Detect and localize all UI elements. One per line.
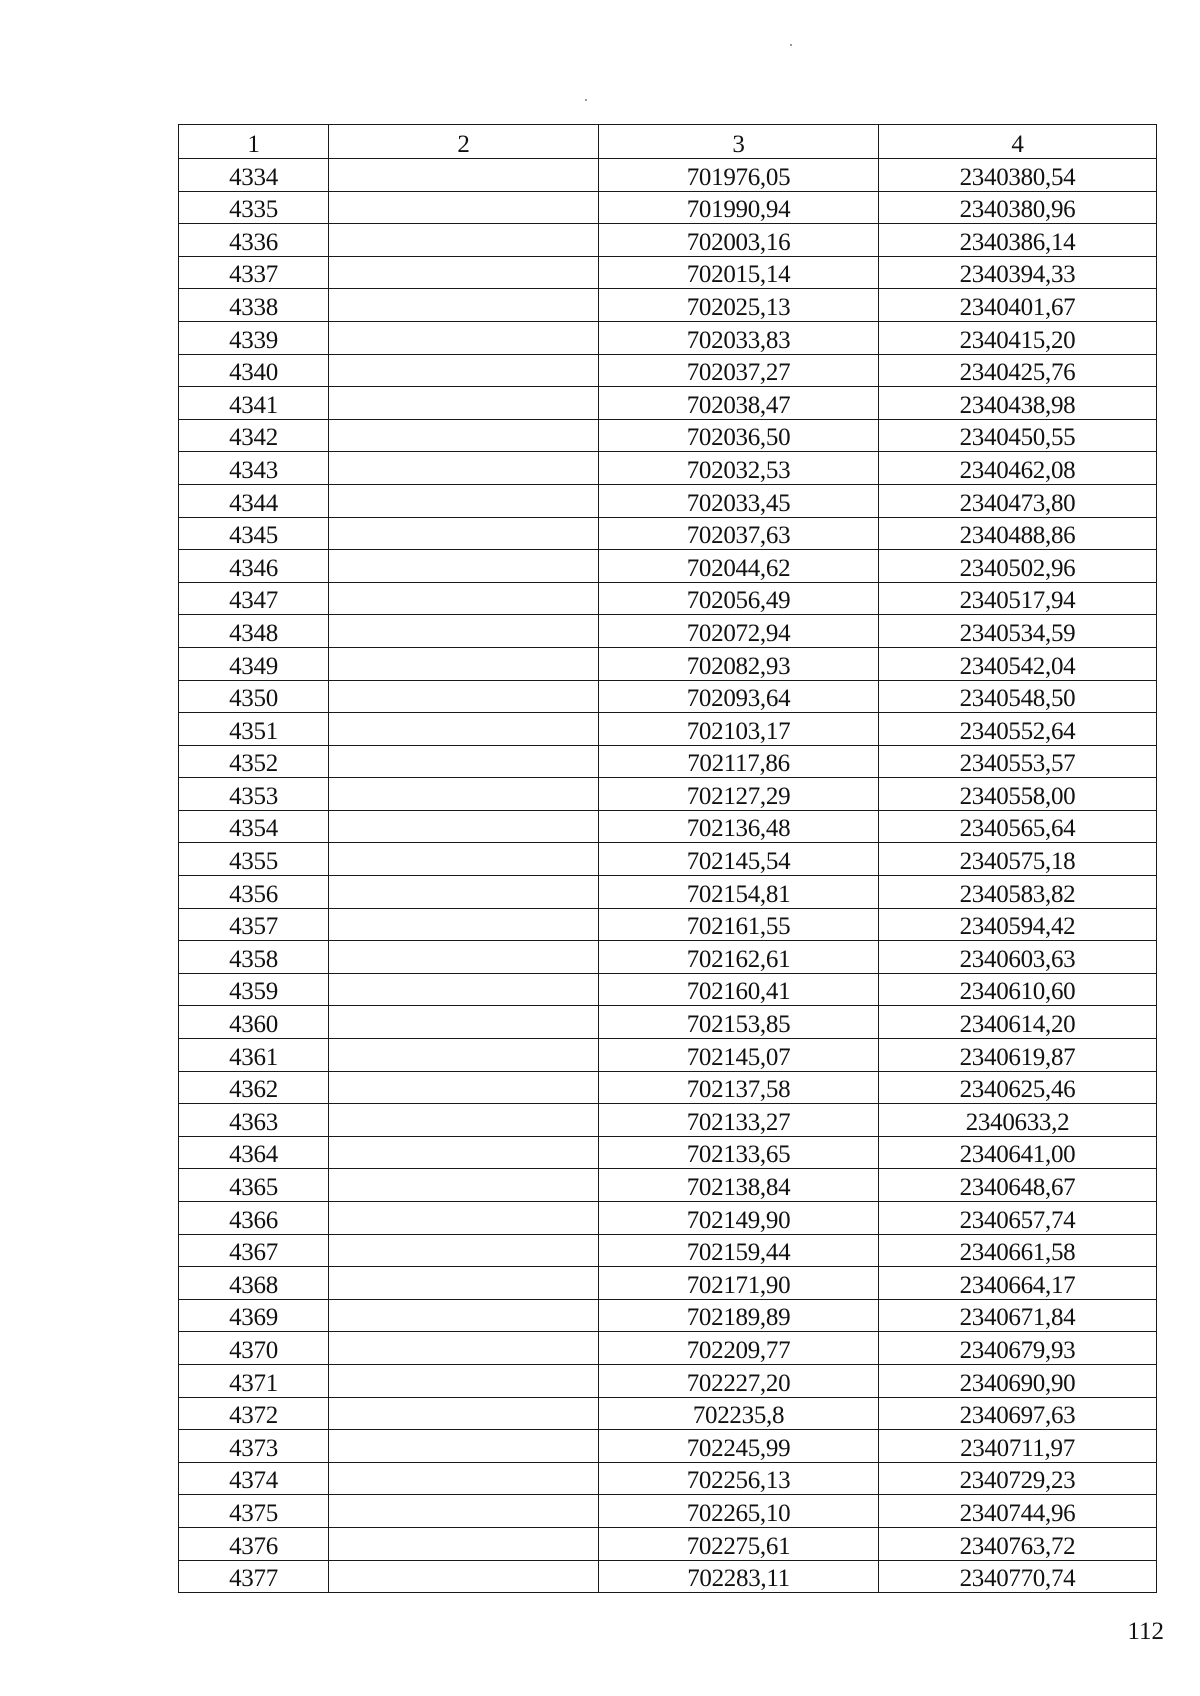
table-row <box>179 321 1157 354</box>
table-row <box>179 289 1157 322</box>
table-row <box>179 256 1157 289</box>
y-coordinate-cell: 2340450,55 <box>879 419 1157 452</box>
x-coordinate-cell: 702044,62 <box>599 550 879 583</box>
point-number-cell: 4350 <box>179 680 329 713</box>
y-coordinate-cell: 2340401,67 <box>879 289 1157 322</box>
y-coordinate-cell: 2340548,50 <box>879 680 1157 713</box>
point-number-cell: 4367 <box>179 1234 329 1267</box>
description-cell <box>329 941 599 974</box>
table-row <box>179 191 1157 224</box>
scan-speck <box>790 44 792 46</box>
description-cell <box>329 1169 599 1202</box>
description-cell <box>329 1104 599 1137</box>
point-number-cell: 4348 <box>179 615 329 648</box>
x-coordinate-cell: 702003,16 <box>599 224 879 257</box>
table-row <box>179 647 1157 680</box>
description-cell <box>329 1006 599 1039</box>
table-row <box>179 1397 1157 1430</box>
description-cell <box>329 876 599 909</box>
x-coordinate-cell: 702025,13 <box>599 289 879 322</box>
description-cell <box>329 1527 599 1560</box>
table-row <box>179 615 1157 648</box>
y-coordinate-cell: 2340744,96 <box>879 1495 1157 1528</box>
table-row <box>179 843 1157 876</box>
point-number-cell: 4344 <box>179 484 329 517</box>
point-number-cell: 4343 <box>179 452 329 485</box>
page-number: 112 <box>1127 1618 1164 1645</box>
table-row <box>179 1071 1157 1104</box>
description-cell <box>329 1136 599 1169</box>
description-cell <box>329 354 599 387</box>
point-number-cell: 4337 <box>179 256 329 289</box>
y-coordinate-cell: 2340610,60 <box>879 973 1157 1006</box>
description-cell <box>329 908 599 941</box>
x-coordinate-cell: 702117,86 <box>599 745 879 778</box>
y-coordinate-cell: 2340380,96 <box>879 191 1157 224</box>
x-coordinate-cell: 701976,05 <box>599 159 879 192</box>
table-row <box>179 745 1157 778</box>
x-coordinate-cell: 702037,63 <box>599 517 879 550</box>
point-number-cell: 4352 <box>179 745 329 778</box>
point-number-cell: 4377 <box>179 1560 329 1593</box>
description-cell <box>329 321 599 354</box>
point-number-cell: 4375 <box>179 1495 329 1528</box>
table-row <box>179 876 1157 909</box>
table-row <box>179 713 1157 746</box>
y-coordinate-cell: 2340553,57 <box>879 745 1157 778</box>
y-coordinate-cell: 2340625,46 <box>879 1071 1157 1104</box>
table-row <box>179 1560 1157 1593</box>
y-coordinate-cell: 2340488,86 <box>879 517 1157 550</box>
x-coordinate-cell: 702127,29 <box>599 778 879 811</box>
x-coordinate-cell: 702160,41 <box>599 973 879 1006</box>
y-coordinate-cell: 2340558,00 <box>879 778 1157 811</box>
point-number-cell: 4362 <box>179 1071 329 1104</box>
y-coordinate-cell: 2340603,63 <box>879 941 1157 974</box>
point-number-cell: 4353 <box>179 778 329 811</box>
x-coordinate-cell: 702161,55 <box>599 908 879 941</box>
y-coordinate-cell: 2340697,63 <box>879 1397 1157 1430</box>
description-cell <box>329 778 599 811</box>
table-row <box>179 1299 1157 1332</box>
table-header <box>179 125 1157 159</box>
point-number-cell: 4370 <box>179 1332 329 1365</box>
point-number-cell: 4341 <box>179 387 329 420</box>
point-number-cell: 4356 <box>179 876 329 909</box>
point-number-cell: 4363 <box>179 1104 329 1137</box>
table-row <box>179 1006 1157 1039</box>
x-coordinate-cell: 702145,54 <box>599 843 879 876</box>
table-row <box>179 484 1157 517</box>
description-cell <box>329 224 599 257</box>
description-cell <box>329 289 599 322</box>
point-number-cell: 4376 <box>179 1527 329 1560</box>
description-cell <box>329 419 599 452</box>
scan-speck <box>585 99 587 101</box>
x-coordinate-cell: 702256,13 <box>599 1462 879 1495</box>
description-cell <box>329 1397 599 1430</box>
y-coordinate-cell: 2340614,20 <box>879 1006 1157 1039</box>
description-cell <box>329 1267 599 1300</box>
y-coordinate-cell: 2340770,74 <box>879 1560 1157 1593</box>
table-row <box>179 550 1157 583</box>
table-row <box>179 1364 1157 1397</box>
description-cell <box>329 843 599 876</box>
description-cell <box>329 1495 599 1528</box>
description-cell <box>329 1560 599 1593</box>
x-coordinate-cell: 702265,10 <box>599 1495 879 1528</box>
point-number-cell: 4336 <box>179 224 329 257</box>
x-coordinate-cell: 702145,07 <box>599 1039 879 1072</box>
table-row <box>179 1430 1157 1463</box>
table-row <box>179 1039 1157 1072</box>
y-coordinate-cell: 2340648,67 <box>879 1169 1157 1202</box>
x-coordinate-cell: 702037,27 <box>599 354 879 387</box>
y-coordinate-cell: 2340711,97 <box>879 1430 1157 1463</box>
table-row <box>179 159 1157 192</box>
description-cell <box>329 387 599 420</box>
table-row <box>179 1332 1157 1365</box>
description-cell <box>329 582 599 615</box>
description-cell <box>329 159 599 192</box>
y-coordinate-cell: 2340565,64 <box>879 810 1157 843</box>
y-coordinate-cell: 2340583,82 <box>879 876 1157 909</box>
table-row <box>179 387 1157 420</box>
table-row <box>179 354 1157 387</box>
table-row <box>179 1495 1157 1528</box>
point-number-cell: 4371 <box>179 1364 329 1397</box>
y-coordinate-cell: 2340380,54 <box>879 159 1157 192</box>
x-coordinate-cell: 702283,11 <box>599 1560 879 1593</box>
y-coordinate-cell: 2340690,90 <box>879 1364 1157 1397</box>
header-col-3: 3 <box>599 125 879 159</box>
y-coordinate-cell: 2340633,2 <box>879 1104 1157 1137</box>
y-coordinate-cell: 2340679,93 <box>879 1332 1157 1365</box>
x-coordinate-cell: 702093,64 <box>599 680 879 713</box>
x-coordinate-cell: 702036,50 <box>599 419 879 452</box>
y-coordinate-cell: 2340671,84 <box>879 1299 1157 1332</box>
x-coordinate-cell: 702227,20 <box>599 1364 879 1397</box>
point-number-cell: 4357 <box>179 908 329 941</box>
y-coordinate-cell: 2340534,59 <box>879 615 1157 648</box>
point-number-cell: 4359 <box>179 973 329 1006</box>
point-number-cell: 4365 <box>179 1169 329 1202</box>
point-number-cell: 4347 <box>179 582 329 615</box>
description-cell <box>329 550 599 583</box>
description-cell <box>329 452 599 485</box>
x-coordinate-cell: 702056,49 <box>599 582 879 615</box>
coordinates-table <box>178 124 1157 1593</box>
y-coordinate-cell: 2340542,04 <box>879 647 1157 680</box>
description-cell <box>329 256 599 289</box>
description-cell <box>329 680 599 713</box>
point-number-cell: 4338 <box>179 289 329 322</box>
point-number-cell: 4340 <box>179 354 329 387</box>
x-coordinate-cell: 702033,45 <box>599 484 879 517</box>
x-coordinate-cell: 702154,81 <box>599 876 879 909</box>
x-coordinate-cell: 702159,44 <box>599 1234 879 1267</box>
header-col-2: 2 <box>329 125 599 159</box>
header-col-1: 1 <box>179 125 329 159</box>
description-cell <box>329 1332 599 1365</box>
x-coordinate-cell: 702032,53 <box>599 452 879 485</box>
y-coordinate-cell: 2340661,58 <box>879 1234 1157 1267</box>
header-col-4: 4 <box>879 125 1157 159</box>
point-number-cell: 4342 <box>179 419 329 452</box>
x-coordinate-cell: 702171,90 <box>599 1267 879 1300</box>
table-row <box>179 1234 1157 1267</box>
point-number-cell: 4366 <box>179 1202 329 1235</box>
point-number-cell: 4372 <box>179 1397 329 1430</box>
x-coordinate-cell: 702138,84 <box>599 1169 879 1202</box>
table-row <box>179 1462 1157 1495</box>
point-number-cell: 4355 <box>179 843 329 876</box>
y-coordinate-cell: 2340729,23 <box>879 1462 1157 1495</box>
point-number-cell: 4368 <box>179 1267 329 1300</box>
x-coordinate-cell: 702137,58 <box>599 1071 879 1104</box>
point-number-cell: 4345 <box>179 517 329 550</box>
table-row <box>179 973 1157 1006</box>
y-coordinate-cell: 2340394,33 <box>879 256 1157 289</box>
point-number-cell: 4358 <box>179 941 329 974</box>
x-coordinate-cell: 701990,94 <box>599 191 879 224</box>
x-coordinate-cell: 702153,85 <box>599 1006 879 1039</box>
y-coordinate-cell: 2340657,74 <box>879 1202 1157 1235</box>
point-number-cell: 4369 <box>179 1299 329 1332</box>
description-cell <box>329 484 599 517</box>
description-cell <box>329 1364 599 1397</box>
y-coordinate-cell: 2340473,80 <box>879 484 1157 517</box>
description-cell <box>329 191 599 224</box>
description-cell <box>329 713 599 746</box>
description-cell <box>329 1202 599 1235</box>
x-coordinate-cell: 702015,14 <box>599 256 879 289</box>
table-row <box>179 1527 1157 1560</box>
description-cell <box>329 517 599 550</box>
table-row <box>179 452 1157 485</box>
y-coordinate-cell: 2340641,00 <box>879 1136 1157 1169</box>
table-row <box>179 517 1157 550</box>
x-coordinate-cell: 702103,17 <box>599 713 879 746</box>
x-coordinate-cell: 702133,27 <box>599 1104 879 1137</box>
y-coordinate-cell: 2340575,18 <box>879 843 1157 876</box>
table-row <box>179 810 1157 843</box>
y-coordinate-cell: 2340763,72 <box>879 1527 1157 1560</box>
x-coordinate-cell: 702245,99 <box>599 1430 879 1463</box>
y-coordinate-cell: 2340619,87 <box>879 1039 1157 1072</box>
x-coordinate-cell: 702136,48 <box>599 810 879 843</box>
point-number-cell: 4339 <box>179 321 329 354</box>
x-coordinate-cell: 702275,61 <box>599 1527 879 1560</box>
point-number-cell: 4351 <box>179 713 329 746</box>
x-coordinate-cell: 702133,65 <box>599 1136 879 1169</box>
description-cell <box>329 1234 599 1267</box>
y-coordinate-cell: 2340438,98 <box>879 387 1157 420</box>
x-coordinate-cell: 702072,94 <box>599 615 879 648</box>
x-coordinate-cell: 702038,47 <box>599 387 879 420</box>
description-cell <box>329 1039 599 1072</box>
point-number-cell: 4346 <box>179 550 329 583</box>
point-number-cell: 4364 <box>179 1136 329 1169</box>
description-cell <box>329 1430 599 1463</box>
point-number-cell: 4335 <box>179 191 329 224</box>
description-cell <box>329 745 599 778</box>
table-row <box>179 680 1157 713</box>
table-row <box>179 1104 1157 1137</box>
point-number-cell: 4361 <box>179 1039 329 1072</box>
table-row <box>179 224 1157 257</box>
y-coordinate-cell: 2340425,76 <box>879 354 1157 387</box>
y-coordinate-cell: 2340664,17 <box>879 1267 1157 1300</box>
description-cell <box>329 647 599 680</box>
description-cell <box>329 615 599 648</box>
y-coordinate-cell: 2340502,96 <box>879 550 1157 583</box>
y-coordinate-cell: 2340386,14 <box>879 224 1157 257</box>
description-cell <box>329 1071 599 1104</box>
y-coordinate-cell: 2340462,08 <box>879 452 1157 485</box>
y-coordinate-cell: 2340594,42 <box>879 908 1157 941</box>
description-cell <box>329 1299 599 1332</box>
table-row <box>179 582 1157 615</box>
point-number-cell: 4334 <box>179 159 329 192</box>
x-coordinate-cell: 702209,77 <box>599 1332 879 1365</box>
point-number-cell: 4374 <box>179 1462 329 1495</box>
x-coordinate-cell: 702162,61 <box>599 941 879 974</box>
y-coordinate-cell: 2340415,20 <box>879 321 1157 354</box>
point-number-cell: 4349 <box>179 647 329 680</box>
header-row <box>179 125 1157 159</box>
point-number-cell: 4360 <box>179 1006 329 1039</box>
table-row <box>179 941 1157 974</box>
table-row <box>179 1202 1157 1235</box>
description-cell <box>329 1462 599 1495</box>
table-row <box>179 1267 1157 1300</box>
x-coordinate-cell: 702189,89 <box>599 1299 879 1332</box>
table-row <box>179 1169 1157 1202</box>
table-row <box>179 1136 1157 1169</box>
x-coordinate-cell: 702149,90 <box>599 1202 879 1235</box>
description-cell <box>329 973 599 1006</box>
y-coordinate-cell: 2340517,94 <box>879 582 1157 615</box>
x-coordinate-cell: 702235,8 <box>599 1397 879 1430</box>
y-coordinate-cell: 2340552,64 <box>879 713 1157 746</box>
table-body <box>179 159 1157 1593</box>
x-coordinate-cell: 702033,83 <box>599 321 879 354</box>
table-row <box>179 778 1157 811</box>
table-row <box>179 419 1157 452</box>
x-coordinate-cell: 702082,93 <box>599 647 879 680</box>
point-number-cell: 4354 <box>179 810 329 843</box>
point-number-cell: 4373 <box>179 1430 329 1463</box>
description-cell <box>329 810 599 843</box>
table-row <box>179 908 1157 941</box>
